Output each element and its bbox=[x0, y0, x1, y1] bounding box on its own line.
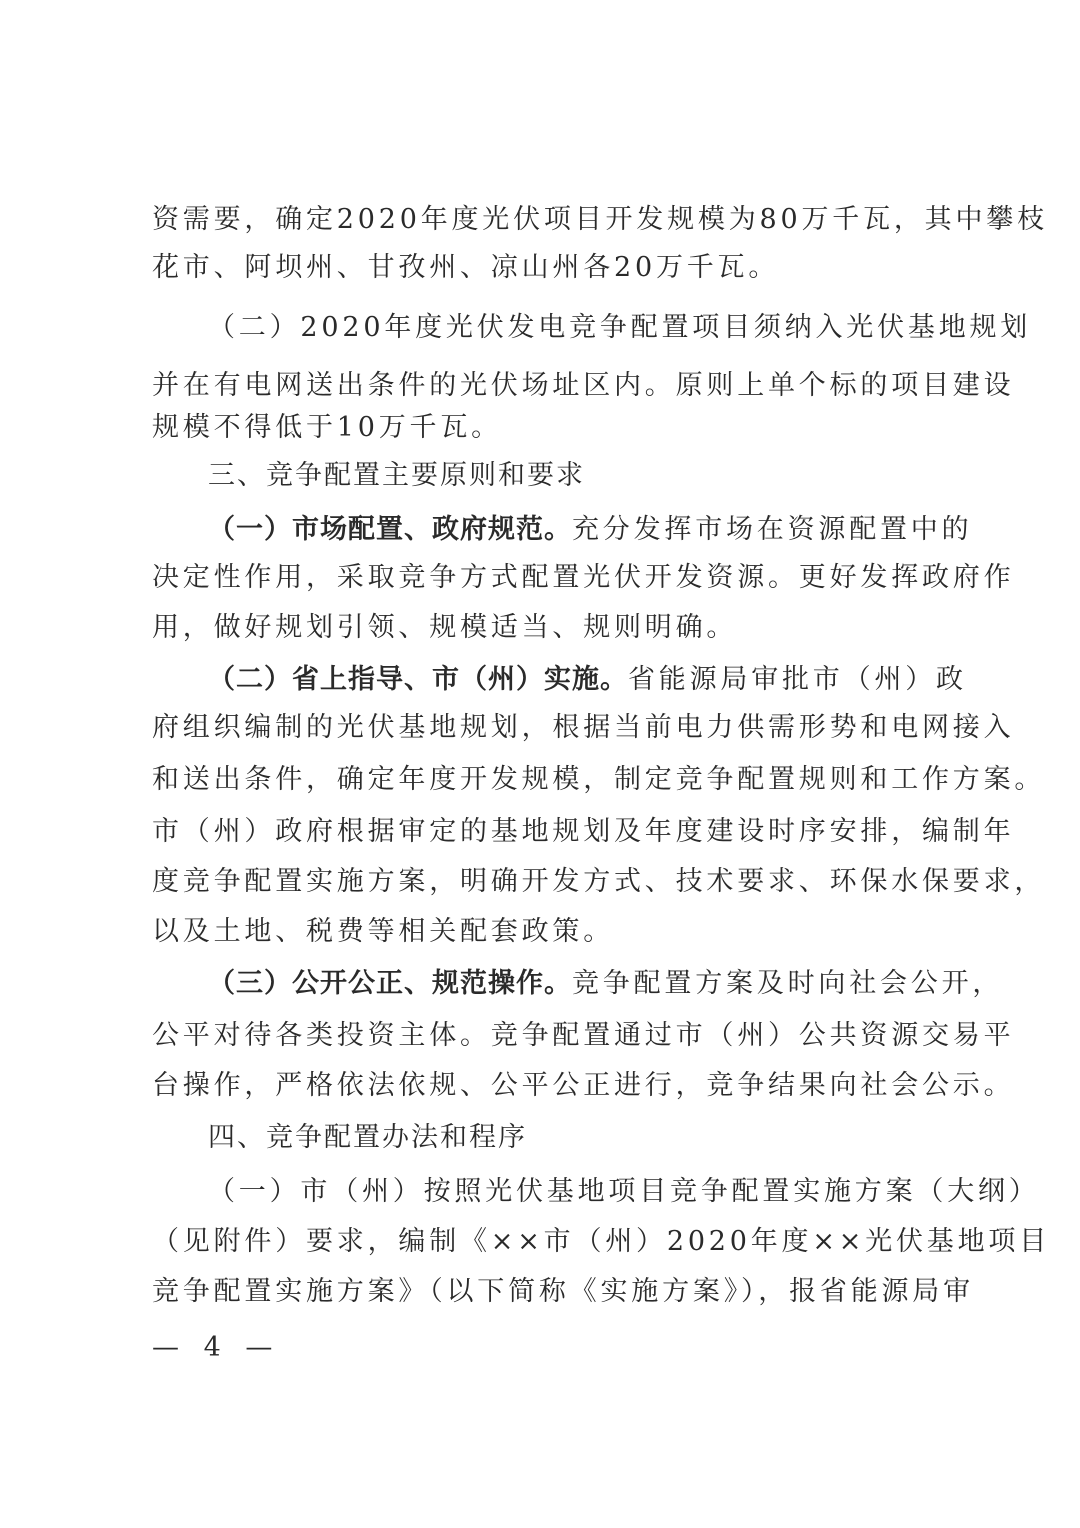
item-title: （二）省上指导、市（州）实施。 bbox=[208, 664, 628, 695]
paragraph-line: 花市、阿坝州、甘孜州、凉山州各20万千瓦。 bbox=[152, 252, 780, 283]
paragraph-line: 度竞争配置实施方案，明确开发方式、技术要求、环保水保要求， bbox=[152, 866, 1046, 897]
paragraph-line bbox=[208, 964, 1004, 1004]
paragraph-line: 资需要，确定2020年度光伏项目开发规模为80万千瓦，其中攀枝 bbox=[152, 204, 1048, 235]
paragraph-line: 用，做好规划引领、规模适当、规则明确。 bbox=[152, 612, 738, 643]
paragraph-line: 竞争配置实施方案》（以下简称《实施方案》），报省能源局审 bbox=[152, 1276, 974, 1307]
paragraph-line: 市（州）政府根据审定的基地规划及年度建设时序安排，编制年 bbox=[152, 816, 1015, 847]
paragraph-line: 并在有电网送出条件的光伏场址区内。原则上单个标的项目建设 bbox=[152, 370, 1015, 401]
paragraph-line: （见附件）要求，编制《××市（州）2020年度××光伏基地项目 bbox=[152, 1226, 1051, 1257]
paragraph-line: 决定性作用，采取竞争方式配置光伏开发资源。更好发挥政府作 bbox=[152, 562, 1015, 593]
item-text: 竞争配置方案及时向社会公开， bbox=[572, 968, 1004, 999]
paragraph-line bbox=[208, 510, 973, 550]
paragraph-line: 规模不得低于10万千瓦。 bbox=[152, 412, 502, 443]
paragraph-line: 以及土地、税费等相关配套政策。 bbox=[152, 916, 614, 947]
paragraph-line: 台操作，严格依法依规、公平公正进行，竞争结果向社会公示。 bbox=[152, 1070, 1015, 1101]
item-title: （三）公开公正、规范操作。 bbox=[208, 968, 572, 999]
section-heading: 四、竞争配置办法和程序 bbox=[208, 1122, 527, 1153]
paragraph-line: 公平对待各类投资主体。竞争配置通过市（州）公共资源交易平 bbox=[152, 1020, 1015, 1051]
paragraph-line: （一）市（州）按照光伏基地项目竞争配置实施方案（大纲） bbox=[208, 1176, 1040, 1207]
paragraph-line bbox=[208, 660, 967, 700]
page-number: — 4 — bbox=[152, 1332, 281, 1363]
item-text: 省能源局审批市（州）政 bbox=[628, 664, 967, 695]
paragraph-line: 和送出条件，确定年度开发规模，制定竞争配置规则和工作方案。 bbox=[152, 764, 1046, 795]
paragraph-line: 府组织编制的光伏基地规划，根据当前电力供需形势和电网接入 bbox=[152, 712, 1015, 743]
item-title: （一）市场配置、政府规范。 bbox=[208, 514, 572, 545]
paragraph-line: （二）2020年度光伏发电竞争配置项目须纳入光伏基地规划 bbox=[208, 312, 1032, 343]
section-heading: 三、竞争配置主要原则和要求 bbox=[208, 460, 585, 491]
item-text: 充分发挥市场在资源配置中的 bbox=[572, 514, 973, 545]
